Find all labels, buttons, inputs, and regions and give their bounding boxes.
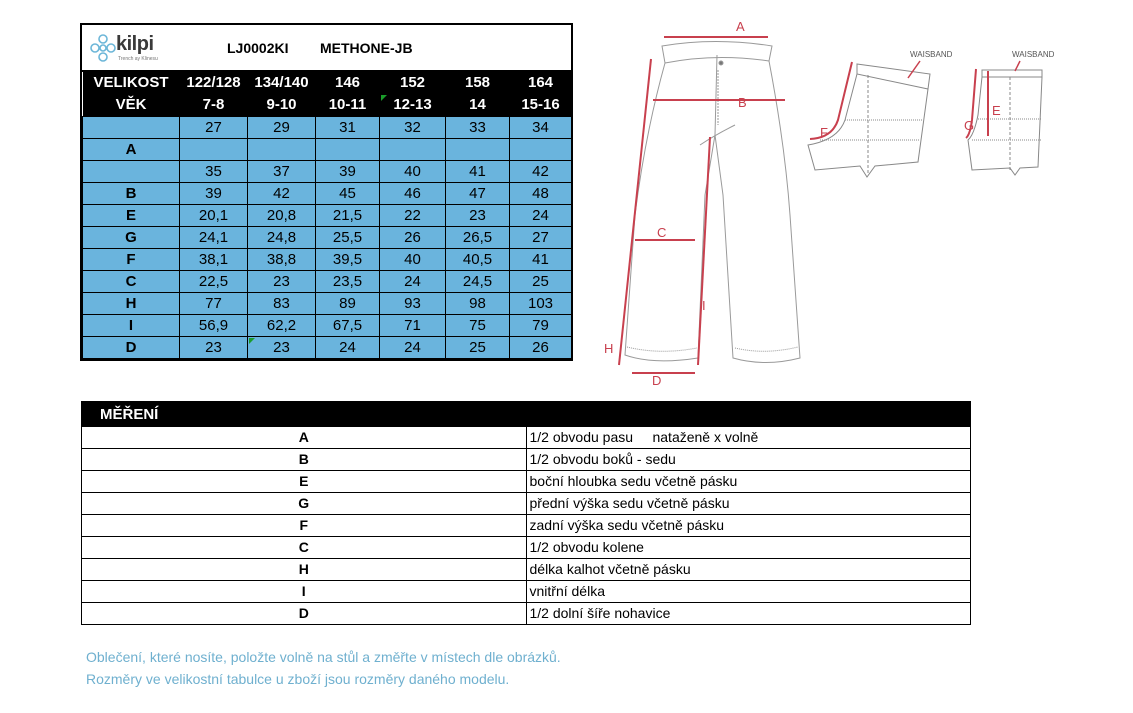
age-col: 15-16 xyxy=(510,94,572,117)
waistband-label: WAISBAND xyxy=(1012,50,1055,59)
size-value: 56,9 xyxy=(180,315,248,337)
size-row xyxy=(83,293,572,315)
size-value: 24,5 xyxy=(446,271,510,293)
size-row xyxy=(83,183,572,205)
label-i: I xyxy=(702,298,706,313)
size-row xyxy=(83,205,572,227)
legend-description: zadní výška sedu včetně pásku xyxy=(526,515,971,537)
legend-description: boční hloubka sedu včetně pásku xyxy=(526,471,971,493)
legend-code: D xyxy=(82,603,527,625)
age-col: 10-11 xyxy=(316,94,380,117)
size-value: 20,1 xyxy=(180,205,248,227)
label-a: A xyxy=(736,19,745,34)
size-value: 38,1 xyxy=(180,249,248,271)
size-col: 134/140 xyxy=(248,72,316,94)
size-value: 34 xyxy=(510,117,572,139)
size-value: 23 xyxy=(180,337,248,359)
size-value xyxy=(510,139,572,161)
measure-h-line xyxy=(619,59,651,365)
size-value: 62,2 xyxy=(248,315,316,337)
size-value: 32 xyxy=(380,117,446,139)
legend-code: B xyxy=(82,449,527,471)
measure-code xyxy=(83,161,180,183)
size-value: 21,5 xyxy=(316,205,380,227)
size-header-row xyxy=(83,72,572,94)
pants-outline xyxy=(625,42,800,363)
pants-front-seat-diagram xyxy=(960,40,1065,190)
kilpi-logo xyxy=(90,33,170,63)
size-value: 25,5 xyxy=(316,227,380,249)
size-value xyxy=(446,139,510,161)
label-e: E xyxy=(992,103,1001,118)
measure-f-line xyxy=(810,62,852,139)
size-value: 26 xyxy=(380,227,446,249)
size-value: 22,5 xyxy=(180,271,248,293)
measure-code xyxy=(83,117,180,139)
size-value: 20,8 xyxy=(248,205,316,227)
size-value: 42 xyxy=(510,161,572,183)
size-grid xyxy=(82,72,572,359)
legend-rows xyxy=(82,427,971,625)
size-value: 37 xyxy=(248,161,316,183)
legend-code: A xyxy=(82,427,527,449)
legend-row xyxy=(82,493,971,515)
legend-row xyxy=(82,603,971,625)
size-row xyxy=(83,337,572,359)
legend-row xyxy=(82,471,971,493)
logo-wordmark: kilpi xyxy=(116,33,154,55)
size-value: 27 xyxy=(180,117,248,139)
size-value: 26 xyxy=(510,337,572,359)
age-col: 9-10 xyxy=(248,94,316,117)
size-value: 89 xyxy=(316,293,380,315)
measure-lines xyxy=(619,37,785,373)
size-value: 24 xyxy=(380,271,446,293)
size-value: 93 xyxy=(380,293,446,315)
size-row xyxy=(83,315,572,337)
size-value: 25 xyxy=(510,271,572,293)
size-col: 122/128 xyxy=(180,72,248,94)
legend-code: I xyxy=(82,581,527,603)
legend-header xyxy=(82,402,971,427)
size-value: 39,5 xyxy=(316,249,380,271)
size-value: 103 xyxy=(510,293,572,315)
measure-code: B xyxy=(83,183,180,205)
size-value: 25 xyxy=(446,337,510,359)
legend-description: 1/2 obvodu boků - sedu xyxy=(526,449,971,471)
measure-code: E xyxy=(83,205,180,227)
size-value: 24 xyxy=(510,205,572,227)
size-value: 45 xyxy=(316,183,380,205)
size-value: 75 xyxy=(446,315,510,337)
size-row xyxy=(83,227,572,249)
size-value: 24,8 xyxy=(248,227,316,249)
label-d: D xyxy=(652,373,662,388)
legend-code: G xyxy=(82,493,527,515)
age-header-row xyxy=(83,94,572,117)
size-value: 40,5 xyxy=(446,249,510,271)
legend-title: MĚŘENÍ xyxy=(82,402,971,427)
size-value xyxy=(316,139,380,161)
label-b: B xyxy=(738,95,747,110)
legend-code: F xyxy=(82,515,527,537)
measure-i-line xyxy=(698,137,710,365)
size-value: 98 xyxy=(446,293,510,315)
product-name: METHONE-JB xyxy=(320,40,413,56)
measure-code: G xyxy=(83,227,180,249)
brand-header xyxy=(82,25,571,72)
legend-row xyxy=(82,515,971,537)
legend-description: délka kalhot včetně pásku xyxy=(526,559,971,581)
model-dimensions-note: Rozměry ve velikostní tabulce u zboží jsou rozměry daného modelu. xyxy=(86,671,510,687)
age-col: 7-8 xyxy=(180,94,248,117)
legend-row xyxy=(82,537,971,559)
measure-code: A xyxy=(83,139,180,161)
legend-description: 1/2 dolní šíře nohavice xyxy=(526,603,971,625)
size-value: 83 xyxy=(248,293,316,315)
size-value: 46 xyxy=(380,183,446,205)
product-code: LJ0002KI xyxy=(227,40,289,56)
label-f: F xyxy=(820,125,828,140)
size-col: 146 xyxy=(316,72,380,94)
label-c: C xyxy=(657,225,667,240)
legend-description: 1/2 obvodu kolene xyxy=(526,537,971,559)
size-col: 158 xyxy=(446,72,510,94)
size-value: 23,5 xyxy=(316,271,380,293)
size-row xyxy=(83,117,572,139)
measure-code: C xyxy=(83,271,180,293)
size-value: 27 xyxy=(510,227,572,249)
size-value xyxy=(180,139,248,161)
size-value: 39 xyxy=(316,161,380,183)
legend-row xyxy=(82,427,971,449)
legend-row xyxy=(82,559,971,581)
size-value: 31 xyxy=(316,117,380,139)
size-value xyxy=(380,139,446,161)
size-value: 29 xyxy=(248,117,316,139)
legend-description: přední výška sedu včetně pásku xyxy=(526,493,971,515)
size-value: 47 xyxy=(446,183,510,205)
age-header-label: VĚK xyxy=(83,94,180,117)
label-h: H xyxy=(604,341,614,356)
size-rows xyxy=(83,117,572,359)
size-value: 77 xyxy=(180,293,248,315)
size-value: 23 xyxy=(248,337,316,359)
size-header-label: VELIKOST xyxy=(83,72,180,94)
age-col: 14 xyxy=(446,94,510,117)
legend-code: H xyxy=(82,559,527,581)
size-value: 41 xyxy=(446,161,510,183)
size-value: 24 xyxy=(316,337,380,359)
legend-code: C xyxy=(82,537,527,559)
size-value: 40 xyxy=(380,161,446,183)
legend-code: E xyxy=(82,471,527,493)
size-table xyxy=(80,23,573,361)
size-value: 67,5 xyxy=(316,315,380,337)
size-value: 38,8 xyxy=(248,249,316,271)
size-col: 164 xyxy=(510,72,572,94)
legend-description: vnitřní délka xyxy=(526,581,971,603)
knot-icon xyxy=(90,33,116,63)
pants-front-diagram xyxy=(595,15,820,388)
size-value: 23 xyxy=(248,271,316,293)
size-value: 26,5 xyxy=(446,227,510,249)
label-g: G xyxy=(964,118,975,133)
size-value: 33 xyxy=(446,117,510,139)
size-value: 41 xyxy=(510,249,572,271)
size-value: 22 xyxy=(380,205,446,227)
legend-row xyxy=(82,581,971,603)
size-value: 40 xyxy=(380,249,446,271)
measure-code: H xyxy=(83,293,180,315)
size-value: 39 xyxy=(180,183,248,205)
pants-back-seat-diagram xyxy=(800,40,953,190)
age-col: 12-13 xyxy=(380,94,446,117)
size-value: 24 xyxy=(380,337,446,359)
waistband-label: WAISBAND xyxy=(910,50,953,59)
measure-code: I xyxy=(83,315,180,337)
measuring-instruction: Oblečení, které nosíte, položte volně na stůl a změřte v místech dle obrázků. xyxy=(86,649,561,665)
legend-row xyxy=(82,449,971,471)
size-value: 79 xyxy=(510,315,572,337)
size-value xyxy=(248,139,316,161)
size-value: 48 xyxy=(510,183,572,205)
measure-code: D xyxy=(83,337,180,359)
size-row xyxy=(83,161,572,183)
logo-tagline: Trench ay Klinesu xyxy=(118,56,158,62)
size-row xyxy=(83,139,572,161)
size-value: 71 xyxy=(380,315,446,337)
size-value: 35 xyxy=(180,161,248,183)
size-value: 24,1 xyxy=(180,227,248,249)
measurement-legend xyxy=(81,401,971,625)
size-row xyxy=(83,271,572,293)
size-col: 152 xyxy=(380,72,446,94)
size-value: 23 xyxy=(446,205,510,227)
size-value: 42 xyxy=(248,183,316,205)
size-row xyxy=(83,249,572,271)
measure-code: F xyxy=(83,249,180,271)
legend-description: 1/2 obvodu pasu nataženě x volně xyxy=(526,427,971,449)
